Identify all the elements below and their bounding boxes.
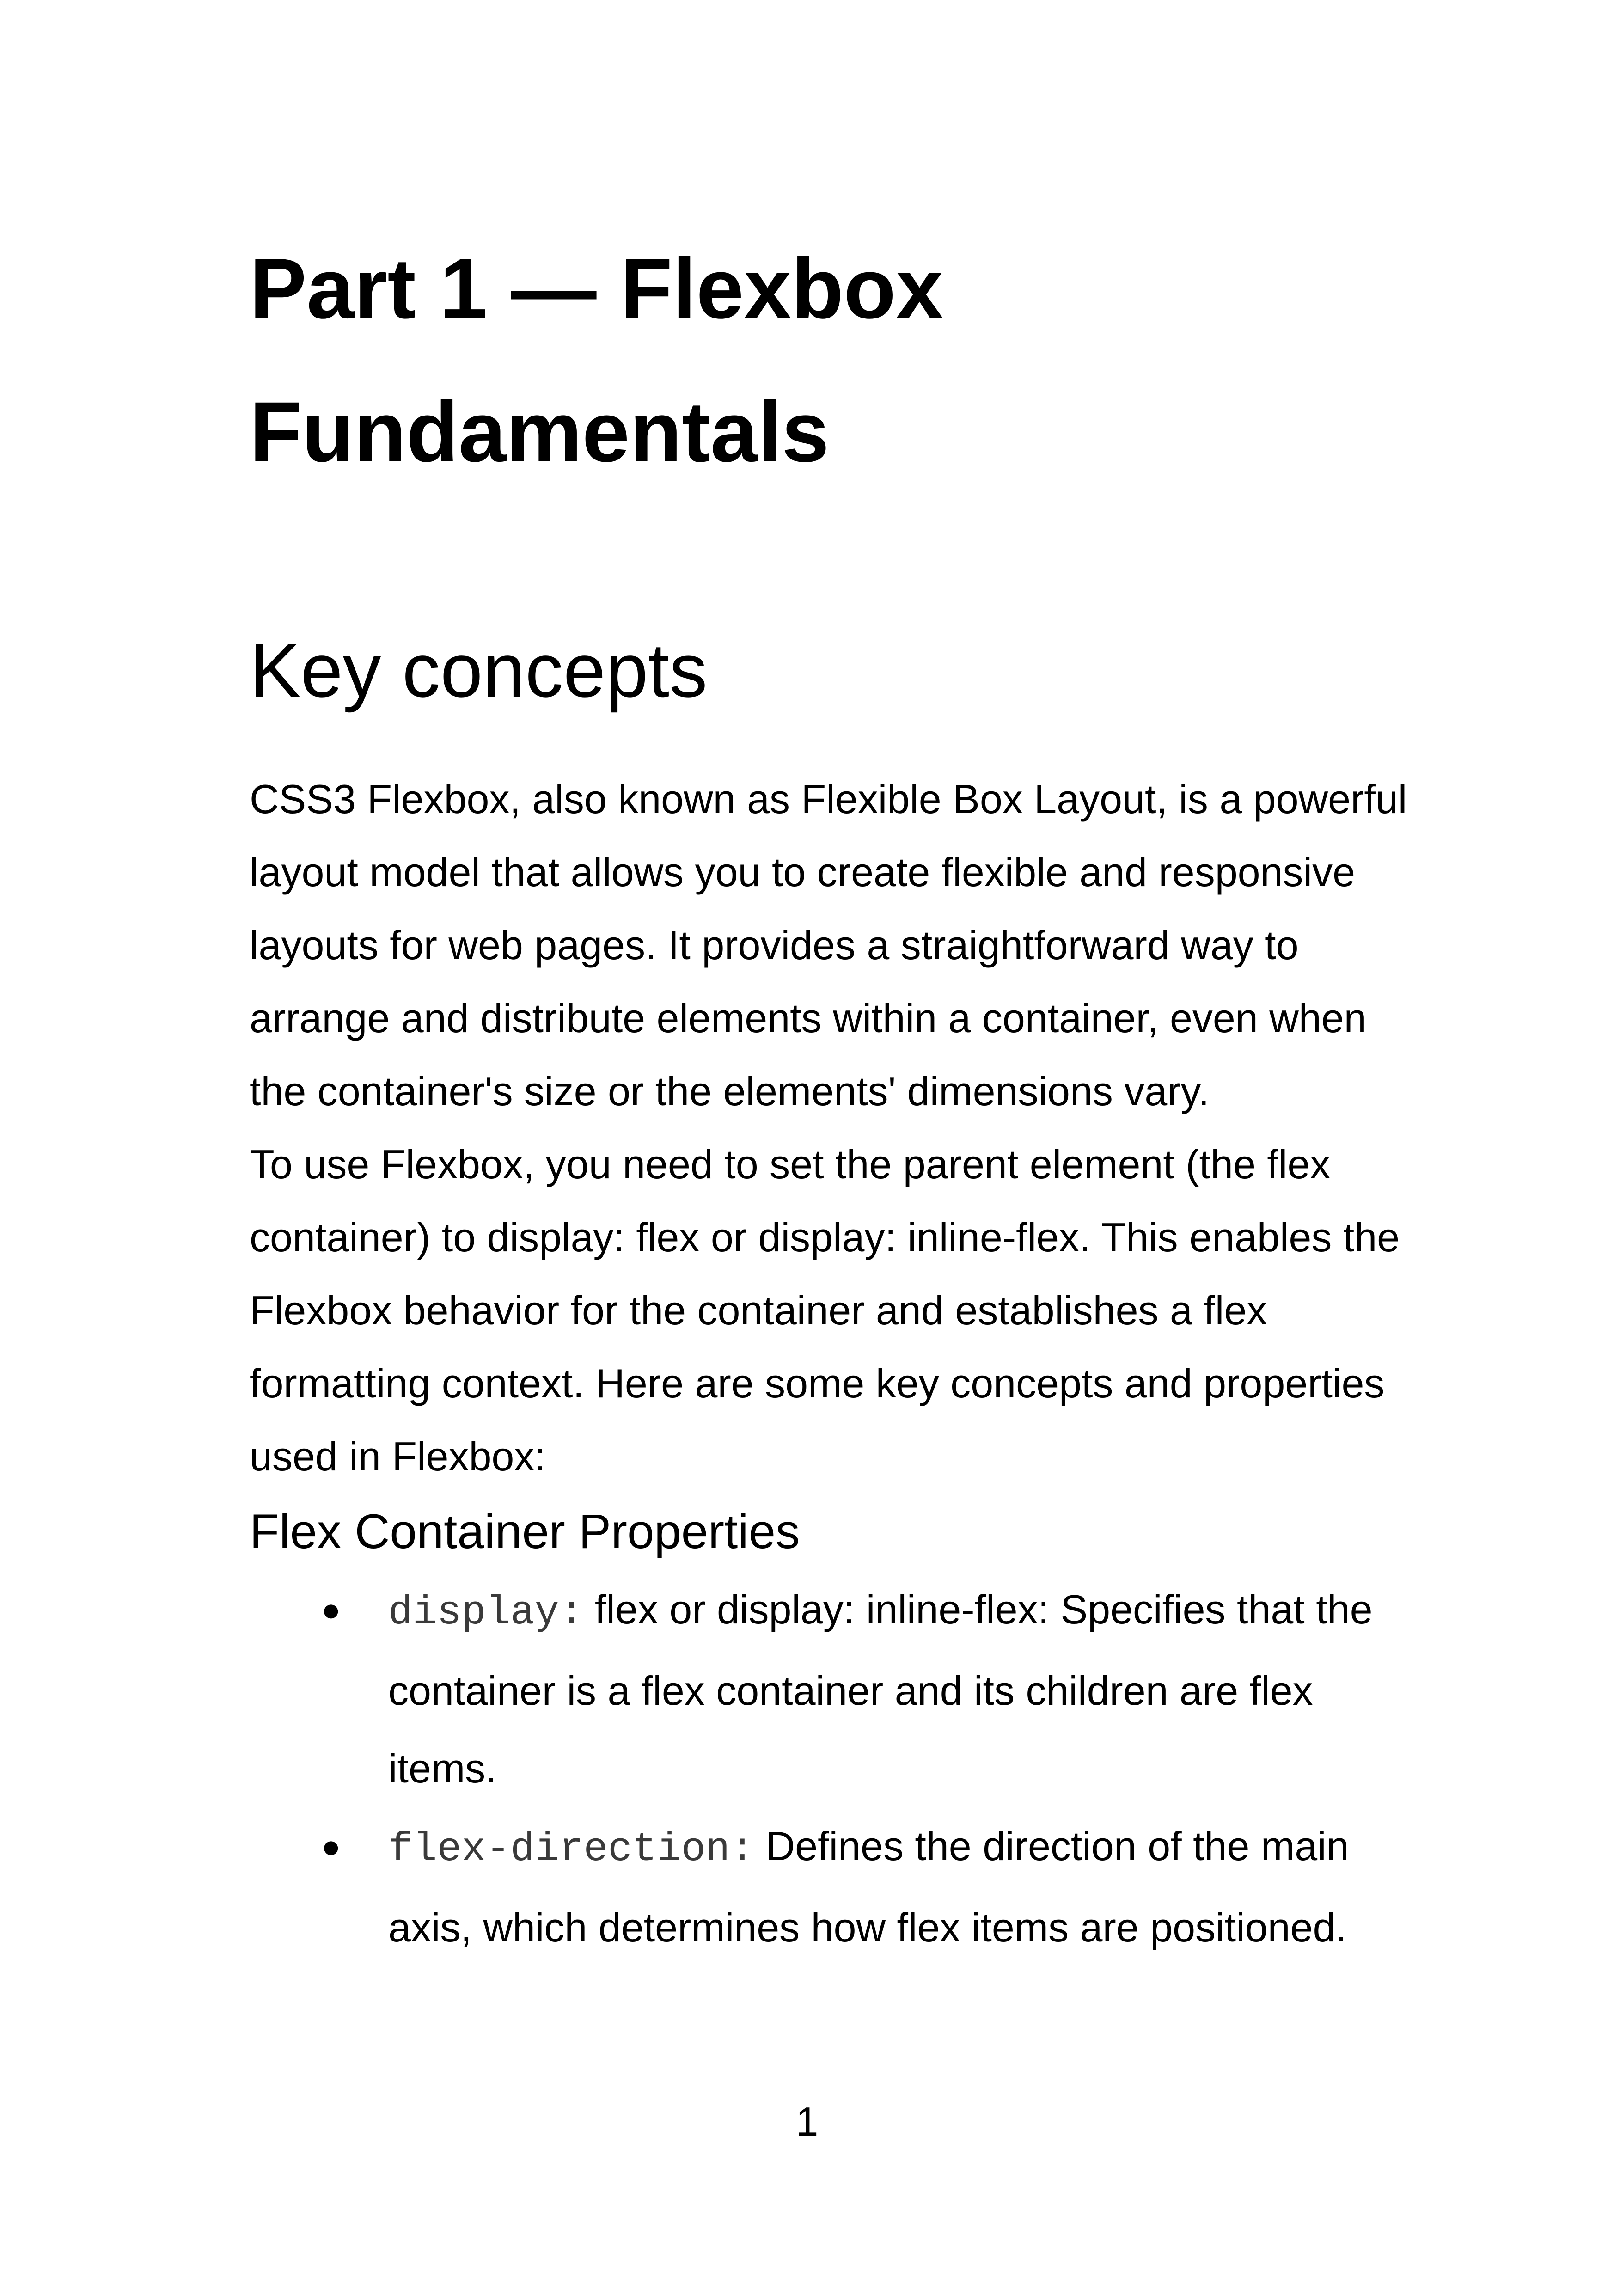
list-item-text: Defines the direction of the main axis, which determines how flex items are positioned. xyxy=(388,1823,1349,1950)
part-title-line-2: Fundamentals xyxy=(250,385,830,480)
section-heading-key-concepts: Key concepts xyxy=(250,628,708,713)
list-item-text: flex or display: inline-flex: Specifies that the container is a flex container and its children are flex items. xyxy=(388,1586,1373,1791)
part-title-line-1: Part 1 — Flexbox xyxy=(250,241,944,337)
usage-paragraph: To use Flexbox, you need to set the parent element (the flex container) to display: flex or display: inline-flex. This enables the Flexbox behavior for the container and establishes a flex formatting context. Here are some key concepts and properties used in Flexbox: xyxy=(250,1141,1400,1479)
bullet-icon: ● xyxy=(321,1592,341,1628)
list-item xyxy=(250,1807,1414,1966)
part-title xyxy=(250,217,1414,504)
code-property-name: display: xyxy=(388,1590,584,1636)
subheading-flex-container-properties: Flex Container Properties xyxy=(250,1505,800,1559)
code-property-name: flex-direction: xyxy=(388,1827,755,1873)
properties-list xyxy=(250,1571,1414,1966)
bullet-icon: ● xyxy=(321,1828,341,1864)
page-number: 1 xyxy=(795,2099,819,2144)
intro-paragraph: CSS3 Flexbox, also known as Flexible Box Layout, is a powerful layout model that allows you to create flexible and responsive layouts for web pages. It provides a straightforward way to arrange and distribute elements within a container, even when the container's size or the elements' dimensions vary. xyxy=(250,776,1407,1114)
document-page xyxy=(250,217,1414,1966)
list-item xyxy=(250,1571,1414,1807)
